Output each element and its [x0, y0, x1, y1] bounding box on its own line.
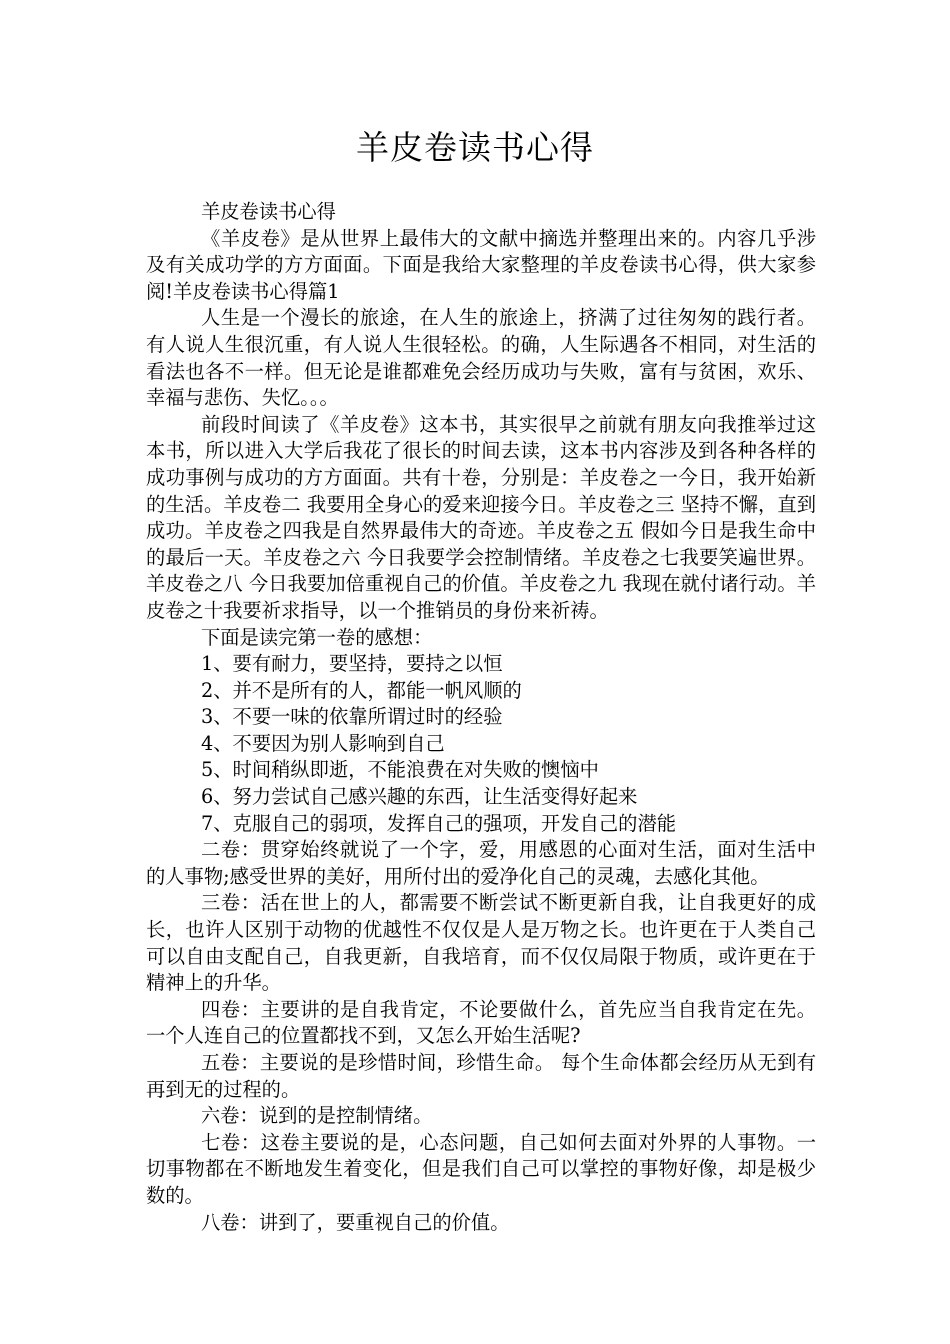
list-item: 2、并不是所有的人，都能一帆风顺的 — [201, 678, 522, 702]
paragraph: 人生是一个漫长的旅途，在人生的旅途上，挤满了过往匆匆的践行者。有人说人生很沉重，有人说人生很轻松。的确，人生际遇各不相同，对生活的看法也各不一样。但无论是谁都难免会经历成功与失败，富有与贫困，欢乐、幸福与悲伤、失忆。。。 — [146, 306, 816, 410]
paragraph: 六卷：说到的是控制情绪。 — [201, 1104, 433, 1128]
list-item: 3、不要一味的依靠所谓过时的经验 — [201, 705, 503, 729]
paragraph: 八卷：讲到了，要重视自己的价值。 — [201, 1210, 510, 1234]
list-item: 6、努力尝试自己感兴趣的东西，让生活变得好起来 — [201, 785, 638, 809]
document-title: 羊皮卷读书心得 — [356, 128, 594, 167]
document-body — [146, 199, 816, 1236]
paragraph: 三卷：活在世上的人，都需要不断尝试不断更新自我，让自我更好的成长，也许人区别于动物的优越性不仅仅是人是万物之长。也许更在于人类自己可以自由支配自己，自我更新，自我培育，而不仅仅局限于物质，或许更在于精神上的升华。 — [146, 891, 816, 995]
paragraph: 七卷：这卷主要说的是，心态问题，自己如何去面对外界的人事物。一切事物都在不断地发生着变化，但是我们自己可以掌控的事物好像，却是极少数的。 — [146, 1130, 816, 1207]
paragraph: 羊皮卷读书心得 — [201, 200, 336, 223]
list-item: 4、不要因为别人影响到自己 — [201, 731, 445, 755]
list-item: 7、克服自己的弱项，发挥自己的强项，开发自己的潜能 — [201, 811, 677, 835]
paragraph: 四卷：主要讲的是自我肯定，不论要做什么，首先应当自我肯定在先。一个人连自己的位置都找不到，又怎么开始生活呢? — [146, 997, 816, 1048]
paragraph: 《羊皮卷》是从世界上最伟大的文献中摘选并整理出来的。内容几乎涉及有关成功学的方方面面。下面是我给大家整理的羊皮卷读书心得，供大家参阅!羊皮卷读书心得篇1 — [146, 226, 816, 303]
paragraph: 二卷：贯穿始终就说了一个字，爱，用感恩的心面对生活，面对生活中的人事物;感受世界的美好，用所付出的爱净化自己的灵魂，去感化其他。 — [146, 838, 816, 888]
paragraph: 下面是读完第一卷的感想： — [201, 625, 433, 649]
paragraph: 五卷：主要说的是珍惜时间，珍惜生命。 每个生命体都会经历从无到有再到无的过程的。 — [146, 1051, 816, 1101]
list-item: 1、要有耐力，要坚持，要持之以恒 — [201, 652, 503, 676]
paragraph: 前段时间读了《羊皮卷》这本书，其实很早之前就有朋友向我推举过这本书，所以进入大学后我花了很长的时间去读，这本书内容涉及到各种各样的成功事例与成功的方方面面。共有十卷，分别是：羊皮卷之一今日，我开始新的生活。羊皮卷二 我要用全身心的爱来迎接今日。羊皮卷之三 坚持不懈，直到成功。羊皮卷之四我是自然界最伟大的奇迹。羊皮卷之五 假如今日是我生命中的最后一天。羊皮卷之六 今日我要学会控制情绪。羊皮卷之七我要笑遍世界。羊皮卷之八 今日我要加倍重视自己的价值。羊皮卷之九 我现在就付诸行动。羊皮卷之十我要祈求指导，以一个推销员的身份来祈祷。 — [146, 412, 816, 622]
list-item: 5、时间稍纵即逝，不能浪费在对失败的懊恼中 — [201, 758, 599, 782]
